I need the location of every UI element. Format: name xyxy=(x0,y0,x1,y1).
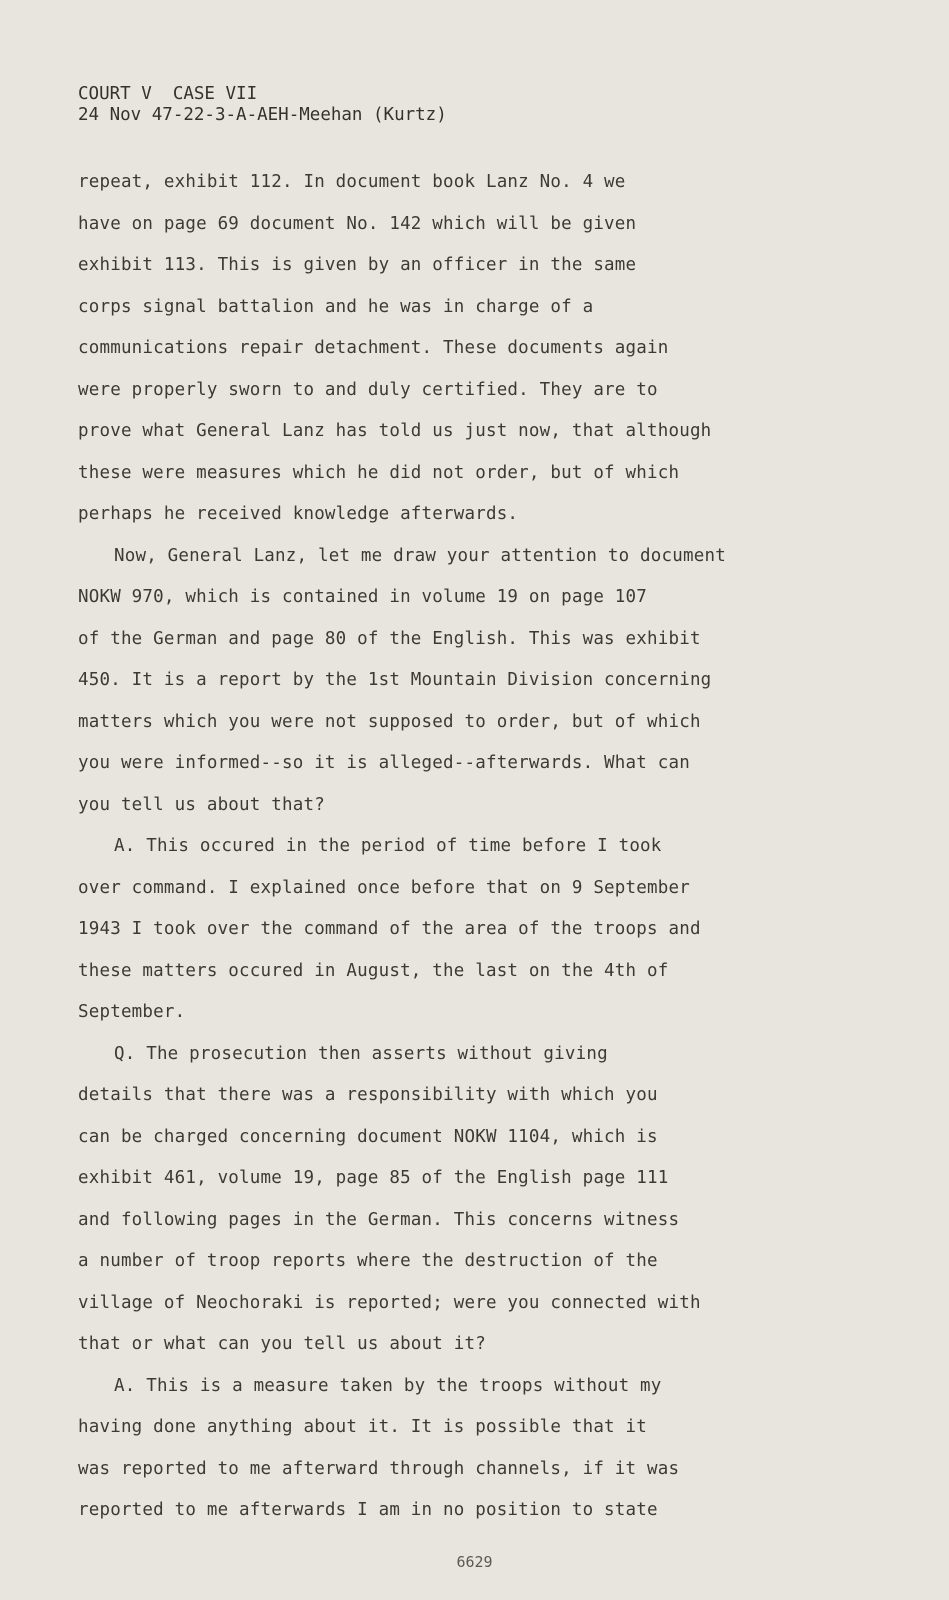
transcript-line: A. This is a measure taken by the troops without my xyxy=(114,1375,662,1396)
transcript-line: perhaps he received knowledge afterwards. xyxy=(78,504,519,524)
document-header xyxy=(78,84,447,126)
transcript-line: have on page 69 document No. 142 which will be given xyxy=(78,213,637,234)
transcript-line: a number of troop reports where the destruction of the xyxy=(78,1251,658,1271)
transcript-line: you were informed--so it is alleged--afterwards. What can xyxy=(78,753,690,773)
transcript-line: prove what General Lanz has told us just now, that although xyxy=(78,421,712,441)
transcript-line: over command. I explained once before that on 9 September xyxy=(78,877,690,898)
transcript-line: that or what can you tell us about it? xyxy=(78,1334,486,1354)
transcript-line: repeat, exhibit 112. In document book Lanz No. 4 we xyxy=(78,172,626,192)
transcript-line: details that there was a responsibility with which you xyxy=(78,1085,658,1105)
transcript-line: communications repair detachment. These documents again xyxy=(78,338,669,358)
transcript-line: these matters occured in August, the last on the 4th of xyxy=(78,960,669,981)
transcript-line: A. This occured in the period of time before I took xyxy=(114,836,662,856)
transcript-line: matters which you were not supposed to order, but of which xyxy=(78,711,701,732)
transcript-line: you tell us about that? xyxy=(78,794,325,815)
transcript-body xyxy=(78,162,838,1532)
transcript-line: was reported to me afterward through channels, if it was xyxy=(78,1458,680,1479)
transcript-line: and following pages in the German. This concerns witness xyxy=(78,1209,680,1230)
transcript-line: reported to me afterwards I am in no position to state xyxy=(78,1500,658,1520)
transcript-line: of the German and page 80 of the English. This was exhibit xyxy=(78,628,701,649)
transcript-line: Q. The prosecution then asserts without giving xyxy=(114,1043,608,1064)
transcript-line: Now, General Lanz, let me draw your attention to document xyxy=(114,545,726,566)
transcript-line: corps signal battalion and he was in charge of a xyxy=(78,296,594,317)
transcript-line: were properly sworn to and duly certified. They are to xyxy=(78,379,658,400)
header-court-case: COURT V CASE VII xyxy=(78,84,258,104)
transcript-line: September. xyxy=(78,1002,186,1022)
transcript-line: exhibit 461, volume 19, page 85 of the English page 111 xyxy=(78,1168,669,1188)
transcript-line: can be charged concerning document NOKW 1104, which is xyxy=(78,1126,658,1147)
header-date-reporters: 24 Nov 47-22-3-A-AEH-Meehan (Kurtz) xyxy=(78,105,447,125)
transcript-line: village of Neochoraki is reported; were you connected with xyxy=(78,1292,701,1313)
transcript-line: 450. It is a report by the 1st Mountain Division concerning xyxy=(78,670,712,690)
transcript-line: having done anything about it. It is possible that it xyxy=(78,1417,648,1437)
transcript-line: these were measures which he did not order, but of which xyxy=(78,462,680,483)
transcript-line: NOKW 970, which is contained in volume 19 on page 107 xyxy=(78,587,648,607)
page-number: 6629 xyxy=(456,1553,493,1571)
transcript-line: exhibit 113. This is given by an officer in the same xyxy=(78,255,637,275)
transcript-line: 1943 I took over the command of the area of the troops and xyxy=(78,919,701,939)
